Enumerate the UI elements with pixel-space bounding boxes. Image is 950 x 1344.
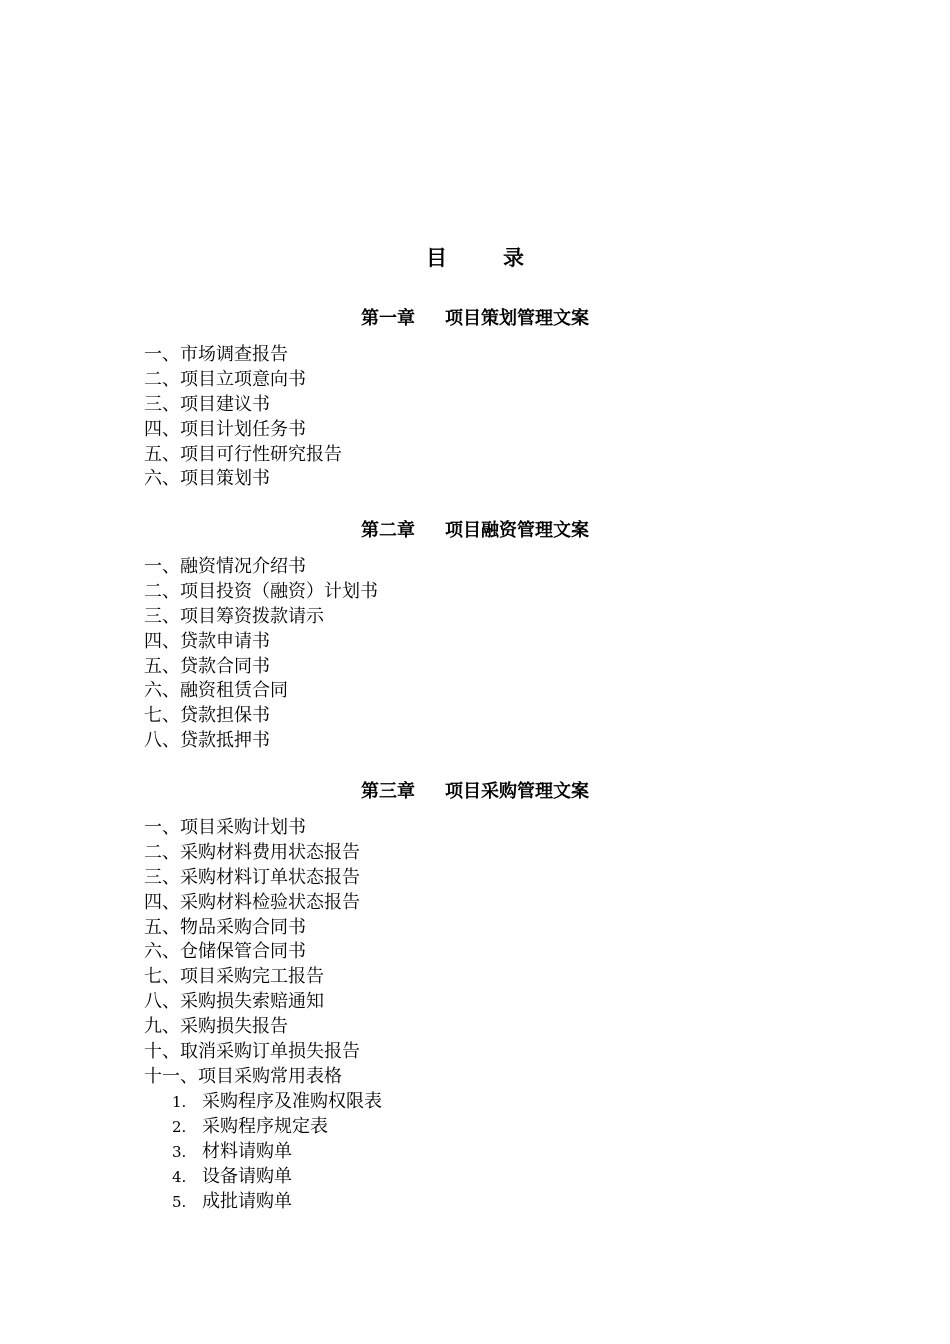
chapter-title: 项目采购管理文案 <box>445 781 589 802</box>
toc-item: 四、采购材料检验状态报告 <box>144 891 360 913</box>
toc-item: 四、项目计划任务书 <box>144 418 306 440</box>
subitem-number: 3. <box>172 1142 187 1161</box>
toc-item: 八、贷款抵押书 <box>144 730 270 752</box>
toc-item: 四、贷款申请书 <box>144 630 270 652</box>
toc-title-right: 录 <box>503 246 524 270</box>
chapter-heading-1 <box>0 306 950 332</box>
subitem-number: 2. <box>172 1117 187 1136</box>
chapter-heading-3 <box>0 779 950 805</box>
toc-subitem <box>172 1090 382 1115</box>
toc-item: 六、融资租赁合同 <box>144 680 288 702</box>
toc-item: 五、贷款合同书 <box>144 655 270 677</box>
subitem-label: 采购程序规定表 <box>202 1115 328 1137</box>
chapter-heading-2 <box>0 518 950 544</box>
toc-item: 一、市场调查报告 <box>144 344 288 365</box>
toc-item: 二、采购材料费用状态报告 <box>144 841 360 863</box>
toc-subitem <box>172 1165 382 1190</box>
toc-subitem <box>172 1190 382 1215</box>
toc-item: 三、项目建议书 <box>144 393 270 415</box>
toc-item: 七、项目采购完工报告 <box>144 966 324 988</box>
chapter-3-items <box>144 816 360 1090</box>
toc-item: 九、采购损失报告 <box>144 1016 288 1038</box>
toc-item: 五、物品采购合同书 <box>144 916 306 938</box>
toc-item: 五、项目可行性研究报告 <box>144 443 342 465</box>
toc-item: 一、项目采购计划书 <box>144 817 306 838</box>
chapter-number: 第二章 <box>361 520 415 541</box>
subitem-label: 材料请购单 <box>202 1140 292 1162</box>
subitem-label: 成批请购单 <box>202 1190 292 1212</box>
toc-subitem <box>172 1140 382 1165</box>
chapter-title: 项目策划管理文案 <box>445 308 589 329</box>
toc-item: 一、融资情况介绍书 <box>144 556 306 577</box>
chapter-3-subitems <box>172 1090 382 1214</box>
subitem-label: 采购程序及准购权限表 <box>202 1091 382 1112</box>
toc-item: 六、仓储保管合同书 <box>144 941 306 963</box>
toc-item: 三、采购材料订单状态报告 <box>144 866 360 888</box>
toc-item: 三、项目筹资拨款请示 <box>144 605 324 627</box>
chapter-number: 第三章 <box>361 781 415 802</box>
toc-title-left: 目 <box>426 246 447 270</box>
chapter-number: 第一章 <box>361 308 415 329</box>
subitem-number: 1. <box>172 1093 187 1111</box>
subitem-label: 设备请购单 <box>202 1165 292 1187</box>
toc-item: 二、项目投资（融资）计划书 <box>144 580 378 602</box>
chapter-title: 项目融资管理文案 <box>445 520 589 541</box>
toc-item: 二、项目立项意向书 <box>144 368 306 390</box>
toc-title <box>0 242 950 272</box>
subitem-number: 5. <box>172 1192 187 1211</box>
toc-item: 六、项目策划书 <box>144 468 270 490</box>
subitem-number: 4. <box>172 1167 187 1186</box>
chapter-2-items <box>144 555 378 754</box>
chapter-1-items <box>144 343 342 492</box>
toc-subitem <box>172 1115 382 1140</box>
toc-item: 八、采购损失索赔通知 <box>144 991 324 1013</box>
toc-item: 十、取消采购订单损失报告 <box>144 1041 360 1063</box>
toc-item: 七、贷款担保书 <box>144 705 270 727</box>
toc-item: 十一、项目采购常用表格 <box>144 1065 342 1087</box>
